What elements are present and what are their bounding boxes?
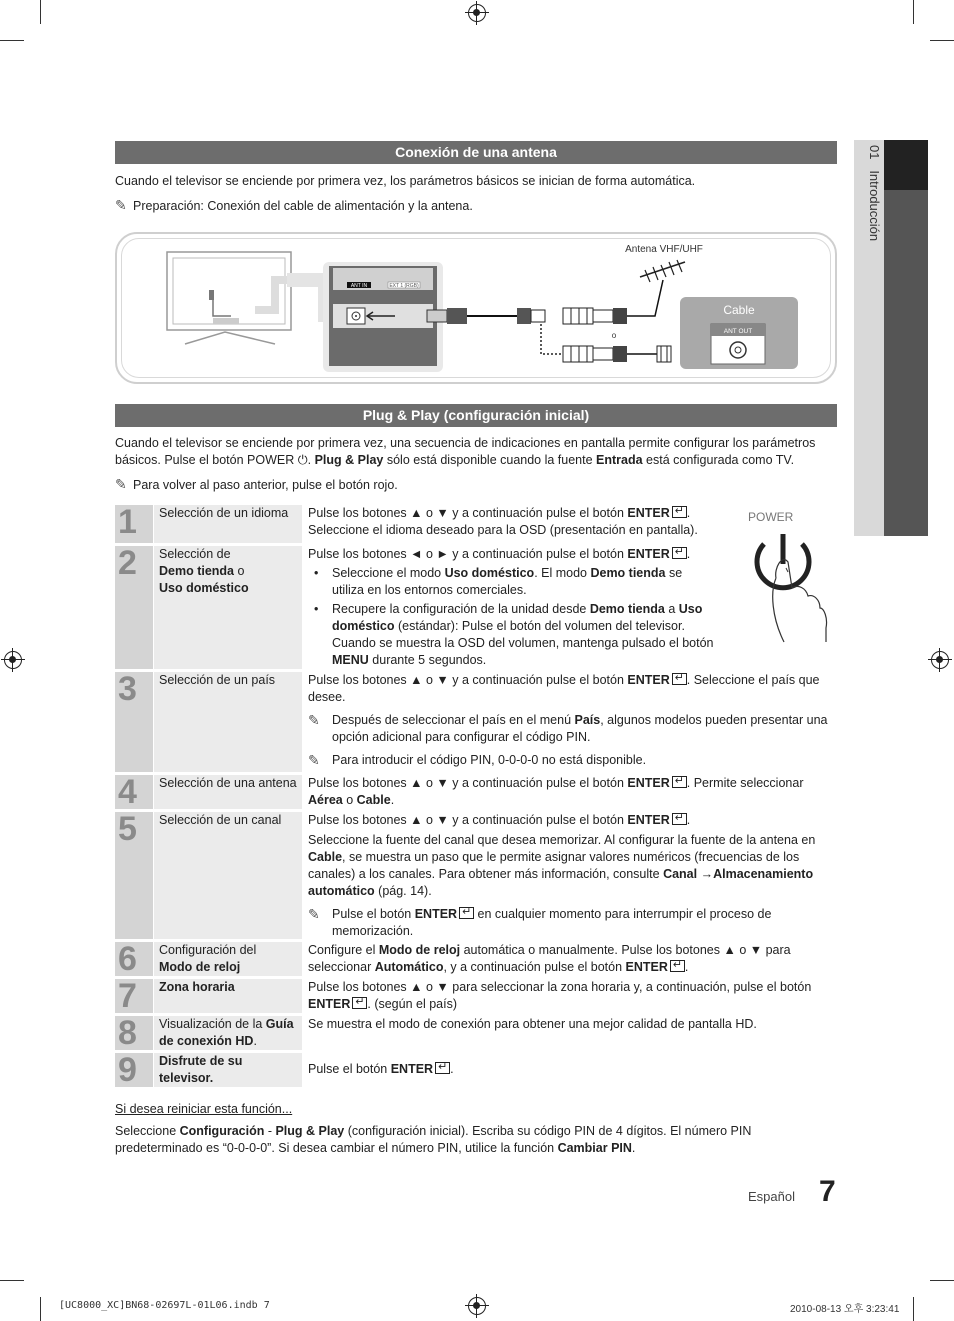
registration-mark-right <box>931 651 949 669</box>
step-7: 7 Zona horaria Pulse los botones ▲ o ▼ para seleccionar la zona horaria y, a continuación, pulse el botón ENTER↵ . (según el país) <box>115 979 837 1013</box>
plug-play-intro: Cuando el televisor se enciende por primera vez, una secuencia de indicaciones en pantalla permite configurar los parámetros básicos. Pulse el botón POWER ⏻. Plug & Play sólo está disponible cuando la fuente Entrada está configurada como TV. <box>115 436 816 467</box>
step-3: 3 Selección de un país Pulse los botones ▲ o ▼ y a continuación pulse el botón ENTER↵ . Seleccione el país que desee. ✎ Después de seleccionar el país en el menú País, algunos modelos pueden presentar una opción adicional para configurar el código PIN. ✎ Para introducir el código PIN, 0-0-0-0 no está disponible. <box>115 672 837 772</box>
enter-icon <box>459 907 474 919</box>
power-icon: ⏻ <box>294 453 308 467</box>
step-4: 4 Selección de una antena Pulse los botones ▲ o ▼ y a continuación pulse el botón ENTER↵ . Permite seleccionar Aérea o Cable. <box>115 775 837 809</box>
section-header-antenna: Conexión de una antena <box>115 141 837 164</box>
step-description: Pulse los botones ▲ o ▼ para seleccionar la zona horaria y, a continuación, pulse el botón ENTER↵ . (según el país) <box>308 979 837 1013</box>
footer-file: [UC8000_XC]BN68-02697L-01L06.indb 7 <box>59 1300 270 1311</box>
step-description: Pulse los botones ◄ o ► y a continuación pulse el botón ENTER↵ . • Seleccione el modo Uso doméstico. El modo Demo tienda se utiliza en los entornos comerciales. • Recupere la configuración de la unidad desde Demo tienda a Uso doméstico (estándar): Pulse el botón del volumen del televisor. Cuando se muestra la OSD del volumen, mantenga pulsado el botón MENU durante 5 segundos. <box>308 546 715 669</box>
step-5: 5 Selección de un canal Pulse los botones ▲ o ▼ y a continuación pulse el botón ENTER↵ . Seleccione la fuente del canal que desea memorizar. Al configurar la fuente de la antena en Cable, se muestra un paso que le permite asignar valores numéricos (frecuencias de los canales) a los canales. Para obtener más información, consulte Canal →Almacenamiento automático (pág. 14). ✎ Pulse el botón ENTER↵ en cualquier momento para interrumpir el proceso de memorización. <box>115 812 837 939</box>
registration-mark-left <box>4 651 22 669</box>
step-description: Pulse los botones ▲ o ▼ y a continuación pulse el botón ENTER↵ . Permite seleccionar Aérea o Cable. <box>308 775 837 809</box>
enter-icon <box>672 813 687 825</box>
power-button-illustration: POWER <box>740 508 840 643</box>
step-title: Selección de un país <box>154 672 302 772</box>
step-description: Pulse los botones ▲ o ▼ y a continuación pulse el botón ENTER↵ . Seleccione el idioma deseado para la OSD (presentación en pantalla). <box>308 505 707 543</box>
enter-icon <box>670 960 685 972</box>
step-2: 2 Selección de Demo tienda o Uso doméstico Pulse los botones ◄ o ► y a continuación pulse el botón ENTER↵ . • Seleccione el modo Uso doméstico. El modo Demo tienda se utiliza en los entornos comerciales. • Recupere la configuración de la unidad desde Demo tienda a Uso doméstico (estándar): Pulse el botón del volumen del televisor. Cuando se muestra la OSD del volumen, mantenga pulsado el botón MENU durante 5 segundos. <box>115 546 837 669</box>
step-description: Pulse los botones ▲ o ▼ y a continuación pulse el botón ENTER↵ . Seleccione el país que desee. ✎ Después de seleccionar el país en el menú País, algunos modelos pueden presentar una opción adicional para configurar el código PIN. ✎ Para introducir el código PIN, 0-0-0-0 no está disponible. <box>308 672 837 772</box>
step-6: 6 Configuración del Modo de reloj Configure el Modo de reloj automática o manualmente. Pulse los botones ▲ o ▼ para seleccionar Automático, y a continuación pulse el botón ENTER↵ . <box>115 942 837 976</box>
reset-heading: Si desea reiniciar esta función... <box>115 1102 293 1116</box>
section-header-plug-play: Plug & Play (configuración inicial) <box>115 404 837 427</box>
svg-text:EXT 1 (RGB): EXT 1 (RGB) <box>389 283 419 289</box>
enter-icon <box>672 776 687 788</box>
svg-text:ANT OUT: ANT OUT <box>723 328 753 335</box>
note-icon: ✎ <box>308 752 320 768</box>
enter-icon <box>672 506 687 518</box>
registration-mark-top <box>468 4 486 22</box>
step-9: 9 Disfrute de su televisor. Pulse el botón ENTER↵ . <box>115 1053 837 1087</box>
step-title: Configuración del Modo de reloj <box>154 942 302 976</box>
step-description: Pulse los botones ▲ o ▼ y a continuación pulse el botón ENTER↵ . Seleccione la fuente del canal que desea memorizar. Al configurar la fuente de la antena en Cable, se muestra un paso que le permite asignar valores numéricos (frecuencias de los canales) a los canales. Para obtener más información, consulte Canal →Almacenamiento automático (pág. 14). ✎ Pulse el botón ENTER↵ en cualquier momento para interrumpir el proceso de memorización. <box>308 812 837 939</box>
enter-icon <box>672 547 687 559</box>
registration-mark-bottom <box>468 1297 486 1315</box>
note-icon: ✎ <box>115 197 127 213</box>
enter-icon <box>352 997 367 1009</box>
step-title: Disfrute de su televisor. <box>154 1053 302 1087</box>
note-icon: ✎ <box>115 476 127 492</box>
reset-text: Seleccione Configuración - Plug & Play (configuración inicial). Escriba su código PIN de 4 dígitos. El número PIN predeterminado es “0-0-0-0”. Si desea cambiar el número PIN, utilice la función Cambiar PIN. <box>115 1124 752 1155</box>
step-description: Configure el Modo de reloj automática o manualmente. Pulse los botones ▲ o ▼ para seleccionar Automático, y a continuación pulse el botón ENTER↵ . <box>308 942 837 976</box>
step-8: 8 Visualización de la Guía de conexión HD. Se muestra el modo de conexión para obtener una mejor calidad de pantalla HD. <box>115 1016 837 1050</box>
footer-language: Español <box>748 1189 795 1204</box>
svg-text:o: o <box>611 331 617 340</box>
chapter-label: 01 Introducción <box>867 145 882 242</box>
antenna-note: ✎ Preparación: Conexión del cable de alimentación y la antena. <box>115 197 473 213</box>
page-number: 7 <box>819 1175 836 1208</box>
enter-icon <box>435 1062 450 1074</box>
footer-timestamp: 2010-08-13 오후 3:23:41 <box>790 1304 900 1315</box>
step-title: Zona horaria <box>154 979 302 1013</box>
plug-play-note: ✎ Para volver al paso anterior, pulse el botón rojo. <box>115 476 398 492</box>
svg-text:Antena VHF/UHF: Antena VHF/UHF <box>625 244 703 255</box>
step-title: Selección de una antena <box>154 775 302 809</box>
step-1 <box>115 505 837 543</box>
step-title: Selección de Demo tienda o Uso doméstico <box>154 546 302 669</box>
antenna-intro: Cuando el televisor se enciende por primera vez, los parámetros básicos se inician de forma automática. <box>115 174 696 188</box>
note-icon: ✎ <box>308 712 320 728</box>
note-icon: ✎ <box>308 906 320 922</box>
step-description: Se muestra el modo de conexión para obtener una mejor calidad de pantalla HD. <box>308 1017 757 1031</box>
svg-text:ANT IN: ANT IN <box>350 283 368 289</box>
svg-text:Cable: Cable <box>723 303 755 317</box>
step-title: Selección de un canal <box>154 812 302 939</box>
antenna-connection-diagram <box>115 232 837 384</box>
enter-icon <box>672 673 687 685</box>
step-description: Pulse el botón ENTER↵ . <box>308 1053 837 1087</box>
step-title: Visualización de la Guía de conexión HD. <box>154 1016 302 1050</box>
step-title: Selección de un idioma <box>154 505 302 543</box>
step-number: 1 <box>118 503 137 541</box>
